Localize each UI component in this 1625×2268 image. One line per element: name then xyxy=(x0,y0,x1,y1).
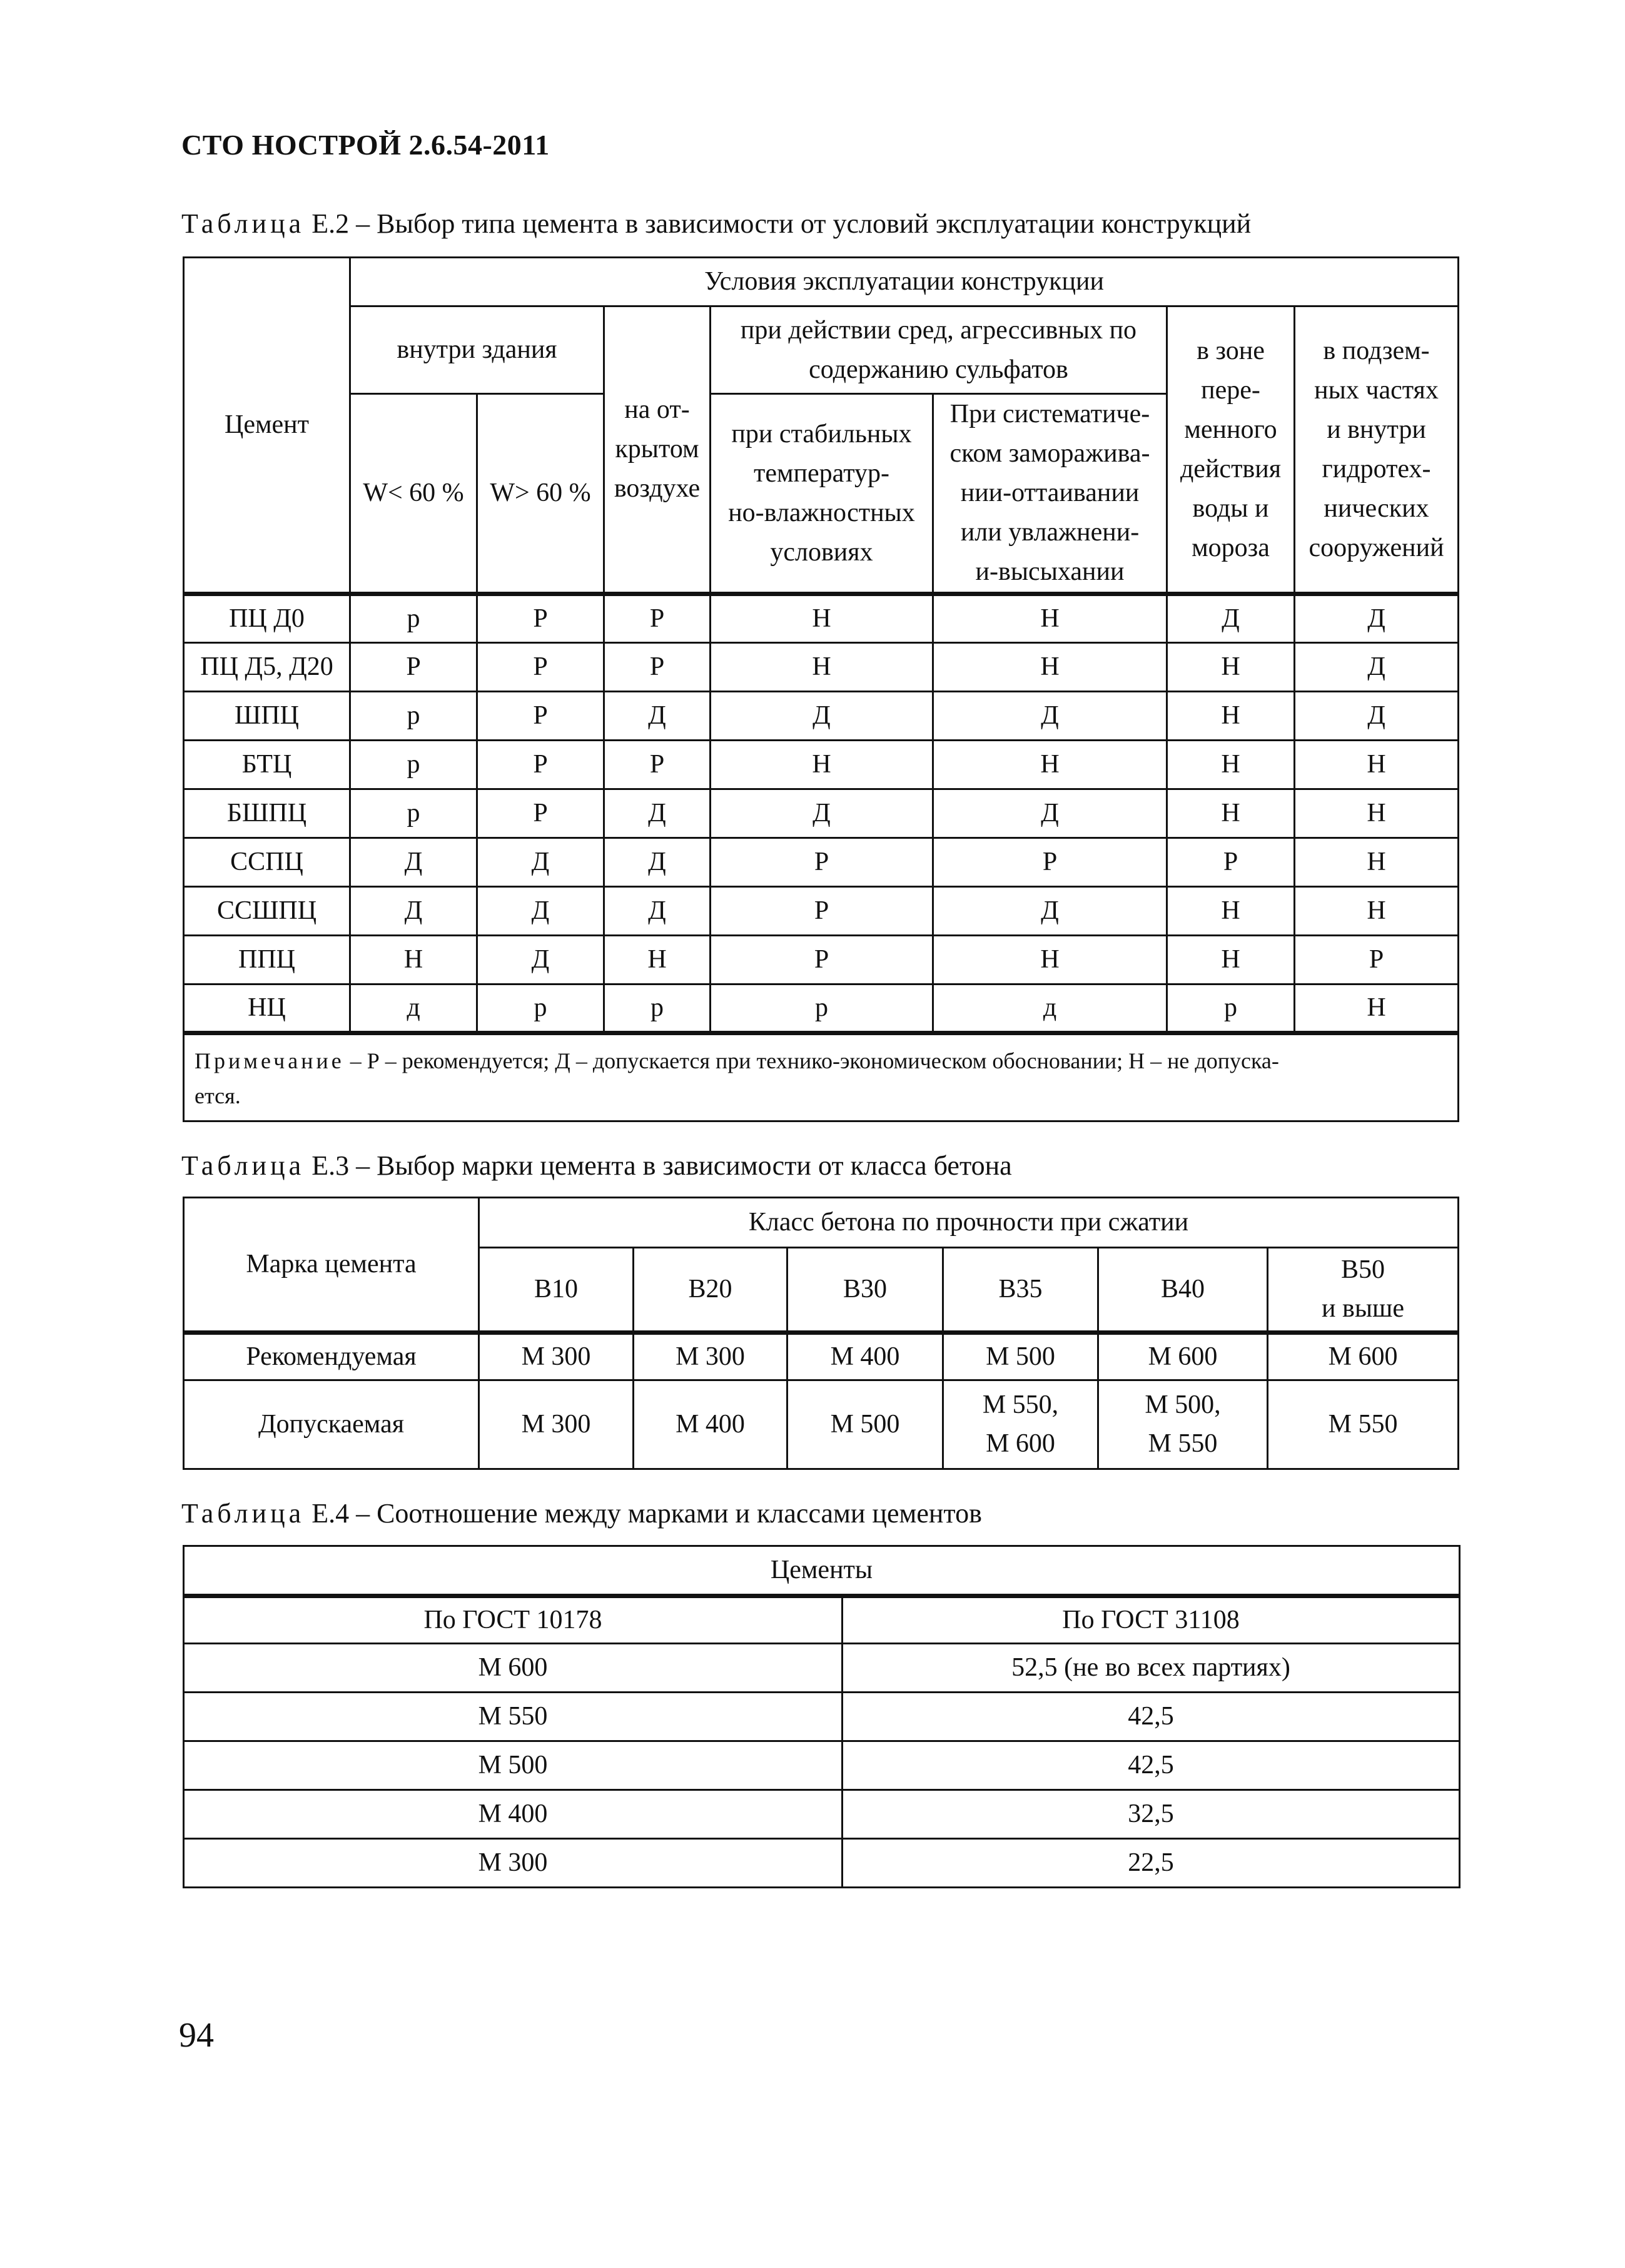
table-cell: Д xyxy=(477,936,604,985)
table-cell: Д xyxy=(350,887,477,936)
document-id: СТО НОСТРОЙ 2.6.54-2011 xyxy=(181,129,550,161)
table-cell: р xyxy=(350,692,477,741)
table-cell: р xyxy=(477,985,604,1033)
table-cell: Д xyxy=(711,692,933,741)
cell-line: М 400 xyxy=(676,1409,745,1439)
table-cell: Н xyxy=(350,936,477,985)
table-cell: Д xyxy=(1295,692,1459,741)
table-cell xyxy=(634,1333,787,1380)
table-cell: Н xyxy=(1167,789,1295,838)
cell-line: М 300 xyxy=(521,1342,591,1371)
col-header-conditions: Условия эксплуатации конструкции xyxy=(350,258,1459,306)
table-cell: 32,5 xyxy=(843,1790,1460,1839)
col-header-b50: В50 и выше xyxy=(1268,1248,1459,1333)
table-cell: Н xyxy=(933,741,1167,789)
table-cell: Н xyxy=(1295,887,1459,936)
table-cell: М 300 xyxy=(184,1839,843,1888)
table-cell: Н xyxy=(604,936,711,985)
row-header-cement: ППЦ xyxy=(184,936,350,985)
table-cell: Н xyxy=(1295,789,1459,838)
col-header-stable: при стабильных температур- но-влажностных условиях xyxy=(711,394,933,594)
table-cell: Н xyxy=(711,741,933,789)
table-cell: Д xyxy=(933,692,1167,741)
col-header-b10: В10 xyxy=(479,1248,634,1333)
table-cell: Д xyxy=(711,789,933,838)
table-cell xyxy=(479,1333,634,1380)
table-row xyxy=(184,692,1459,741)
col-header-b35: В35 xyxy=(943,1248,1098,1333)
cell-line: М 300 xyxy=(676,1342,745,1371)
table-cell xyxy=(1098,1333,1268,1380)
table-cell: Н xyxy=(1295,838,1459,887)
table-cell xyxy=(634,1380,787,1469)
col-header-w-gt-60: W> 60 % xyxy=(477,394,604,594)
table-cell xyxy=(479,1380,634,1469)
table-cell: р xyxy=(711,985,933,1033)
table-cell: Д xyxy=(604,692,711,741)
table-cell: Р xyxy=(604,643,711,692)
table-cell: Р xyxy=(1295,936,1459,985)
table-cell: Н xyxy=(933,643,1167,692)
cell-line: М 500 xyxy=(986,1342,1055,1371)
row-header-cement: НЦ xyxy=(184,985,350,1033)
table-e3 xyxy=(183,1197,1459,1470)
col-header-outdoor: на от- крытом воздухе xyxy=(604,306,711,594)
table-cell: Н xyxy=(1295,985,1459,1033)
col-header-aggressive: при действии сред, агрессивных по содержанию сульфатов xyxy=(711,306,1167,394)
page-number: 94 xyxy=(179,2016,214,2055)
table-row xyxy=(184,1693,1460,1741)
table-row xyxy=(184,838,1459,887)
col-header-gost-31108: По ГОСТ 31108 xyxy=(843,1596,1460,1644)
cell-line: М 600 xyxy=(1328,1342,1398,1371)
table-cell: Д xyxy=(933,887,1167,936)
table-cell: Р xyxy=(711,838,933,887)
table-row xyxy=(184,936,1459,985)
table-e4 xyxy=(183,1545,1460,1888)
col-header-gost-10178: По ГОСТ 10178 xyxy=(184,1596,843,1644)
row-header-cement: ССШПЦ xyxy=(184,887,350,936)
table-cell: Р xyxy=(933,838,1167,887)
col-header-concrete-class: Класс бетона по прочности при сжатии xyxy=(479,1198,1459,1248)
table-cell: Д xyxy=(1295,594,1459,643)
col-header-b40: В40 xyxy=(1098,1248,1268,1333)
table-cell: Р xyxy=(711,936,933,985)
col-header-inside: внутри здания xyxy=(350,306,604,394)
cell-line: М 550 xyxy=(1328,1409,1398,1439)
note-label: Примечание xyxy=(195,1048,345,1073)
cell-line: М 300 xyxy=(521,1409,591,1439)
table-cell: Р xyxy=(604,741,711,789)
table-cell: р xyxy=(350,741,477,789)
table-e2-note xyxy=(184,1033,1459,1121)
cell-line: М 600 xyxy=(1148,1342,1218,1371)
table-cell: р xyxy=(1167,985,1295,1033)
table-e2-caption xyxy=(181,208,1251,240)
table-row xyxy=(184,887,1459,936)
caption-text: Е.3 – Выбор марки цемента в зависимости от класса бетона xyxy=(311,1150,1012,1181)
table-cell: Р xyxy=(477,789,604,838)
row-header-cement: ПЦ Д0 xyxy=(184,594,350,643)
table-cell: р xyxy=(604,985,711,1033)
table-cell: Н xyxy=(1167,936,1295,985)
table-cell: М 550 xyxy=(184,1693,843,1741)
caption-text: Е.4 – Соотношение между марками и классами цементов xyxy=(311,1498,982,1529)
table-cell: Д xyxy=(477,887,604,936)
table-cell: Н xyxy=(711,643,933,692)
table-cell: д xyxy=(933,985,1167,1033)
cell-line: М 500 xyxy=(830,1409,900,1439)
col-header-w-lt-60: W< 60 % xyxy=(350,394,477,594)
table-cell: Н xyxy=(1167,887,1295,936)
row-header-cement: БШПЦ xyxy=(184,789,350,838)
table-cell: М 500 xyxy=(184,1741,843,1790)
table-cell: Д xyxy=(933,789,1167,838)
table-row xyxy=(184,741,1459,789)
table-row xyxy=(184,985,1459,1033)
cell-line: М 400 xyxy=(830,1342,900,1371)
col-header-grade: Марка цемента xyxy=(184,1198,479,1333)
col-header-cement: Цемент xyxy=(184,258,350,594)
col-header-freeze: При систематиче- ском заморажива- нии-оттаивании или увлажнени- и-высыхании xyxy=(933,394,1167,594)
table-cell: Н xyxy=(933,594,1167,643)
table-row xyxy=(184,1333,1459,1380)
table-cell: Д xyxy=(604,887,711,936)
table-cell xyxy=(1098,1380,1268,1469)
col-header-cements: Цементы xyxy=(184,1546,1460,1596)
table-cell: Р xyxy=(477,594,604,643)
table-cell: 42,5 xyxy=(843,1741,1460,1790)
cell-line: М 550, xyxy=(982,1390,1059,1420)
table-row xyxy=(184,1644,1460,1693)
table-cell: Д xyxy=(604,838,711,887)
table-row xyxy=(184,1741,1460,1790)
table-cell: р xyxy=(350,594,477,643)
table-e2 xyxy=(183,256,1459,1122)
table-e4-caption xyxy=(181,1497,982,1529)
table-cell: М 600 xyxy=(184,1644,843,1693)
table-cell: Н xyxy=(1295,741,1459,789)
caption-label: Таблица xyxy=(181,1498,305,1529)
table-e3-caption xyxy=(181,1150,1012,1182)
table-cell: Р xyxy=(477,692,604,741)
caption-label: Таблица xyxy=(181,208,305,239)
table-cell: Р xyxy=(711,887,933,936)
table-cell xyxy=(787,1333,943,1380)
row-header-grade: Рекомендуемая xyxy=(184,1333,479,1380)
table-cell: Н xyxy=(711,594,933,643)
table-cell: Р xyxy=(350,643,477,692)
col-header-b30: В30 xyxy=(787,1248,943,1333)
table-cell: Д xyxy=(350,838,477,887)
table-cell: Н xyxy=(1167,741,1295,789)
table-cell: Д xyxy=(1167,594,1295,643)
table-cell xyxy=(1268,1380,1459,1469)
table-cell xyxy=(943,1333,1098,1380)
cell-line: М 500, xyxy=(1145,1390,1221,1420)
table-row xyxy=(184,594,1459,643)
row-header-cement: БТЦ xyxy=(184,741,350,789)
table-cell xyxy=(787,1380,943,1469)
table-cell: 42,5 xyxy=(843,1693,1460,1741)
table-cell: М 400 xyxy=(184,1790,843,1839)
table-row xyxy=(184,1790,1460,1839)
table-cell: Н xyxy=(933,936,1167,985)
caption-text: Е.2 – Выбор типа цемента в зависимости от условий эксплуатации конструкций xyxy=(311,208,1252,239)
table-cell: Д xyxy=(1295,643,1459,692)
row-header-grade: Допускаемая xyxy=(184,1380,479,1469)
table-cell: Р xyxy=(604,594,711,643)
table-cell xyxy=(943,1380,1098,1469)
note-text: – Р – рекомендуется; Д – допускается при технико-экономическом обосновании; Н – не допуска- xyxy=(344,1048,1279,1073)
table-row xyxy=(184,1380,1459,1469)
col-header-variable: в зоне пере- менного действия воды и мороза xyxy=(1167,306,1295,594)
table-row xyxy=(184,1839,1460,1888)
table-cell: Д xyxy=(604,789,711,838)
table-cell: Н xyxy=(1167,643,1295,692)
caption-label: Таблица xyxy=(181,1150,305,1181)
table-cell: Р xyxy=(477,741,604,789)
table-cell: Р xyxy=(477,643,604,692)
col-header-b20: В20 xyxy=(634,1248,787,1333)
table-cell: 52,5 (не во всех партиях) xyxy=(843,1644,1460,1693)
note-text-continued: ется. xyxy=(195,1083,241,1108)
table-cell: Р xyxy=(1167,838,1295,887)
table-cell: 22,5 xyxy=(843,1839,1460,1888)
table-cell: Н xyxy=(1167,692,1295,741)
table-cell xyxy=(1268,1333,1459,1380)
cell-line: М 600 xyxy=(986,1429,1055,1458)
row-header-cement: ШПЦ xyxy=(184,692,350,741)
col-header-underground: в подзем- ных частях и внутри гидротех- нических сооружений xyxy=(1295,306,1459,594)
table-row xyxy=(184,789,1459,838)
row-header-cement: ПЦ Д5, Д20 xyxy=(184,643,350,692)
table-cell: р xyxy=(350,789,477,838)
cell-line: М 550 xyxy=(1148,1429,1218,1458)
table-cell: д xyxy=(350,985,477,1033)
row-header-cement: ССПЦ xyxy=(184,838,350,887)
table-cell: Д xyxy=(477,838,604,887)
table-row xyxy=(184,643,1459,692)
